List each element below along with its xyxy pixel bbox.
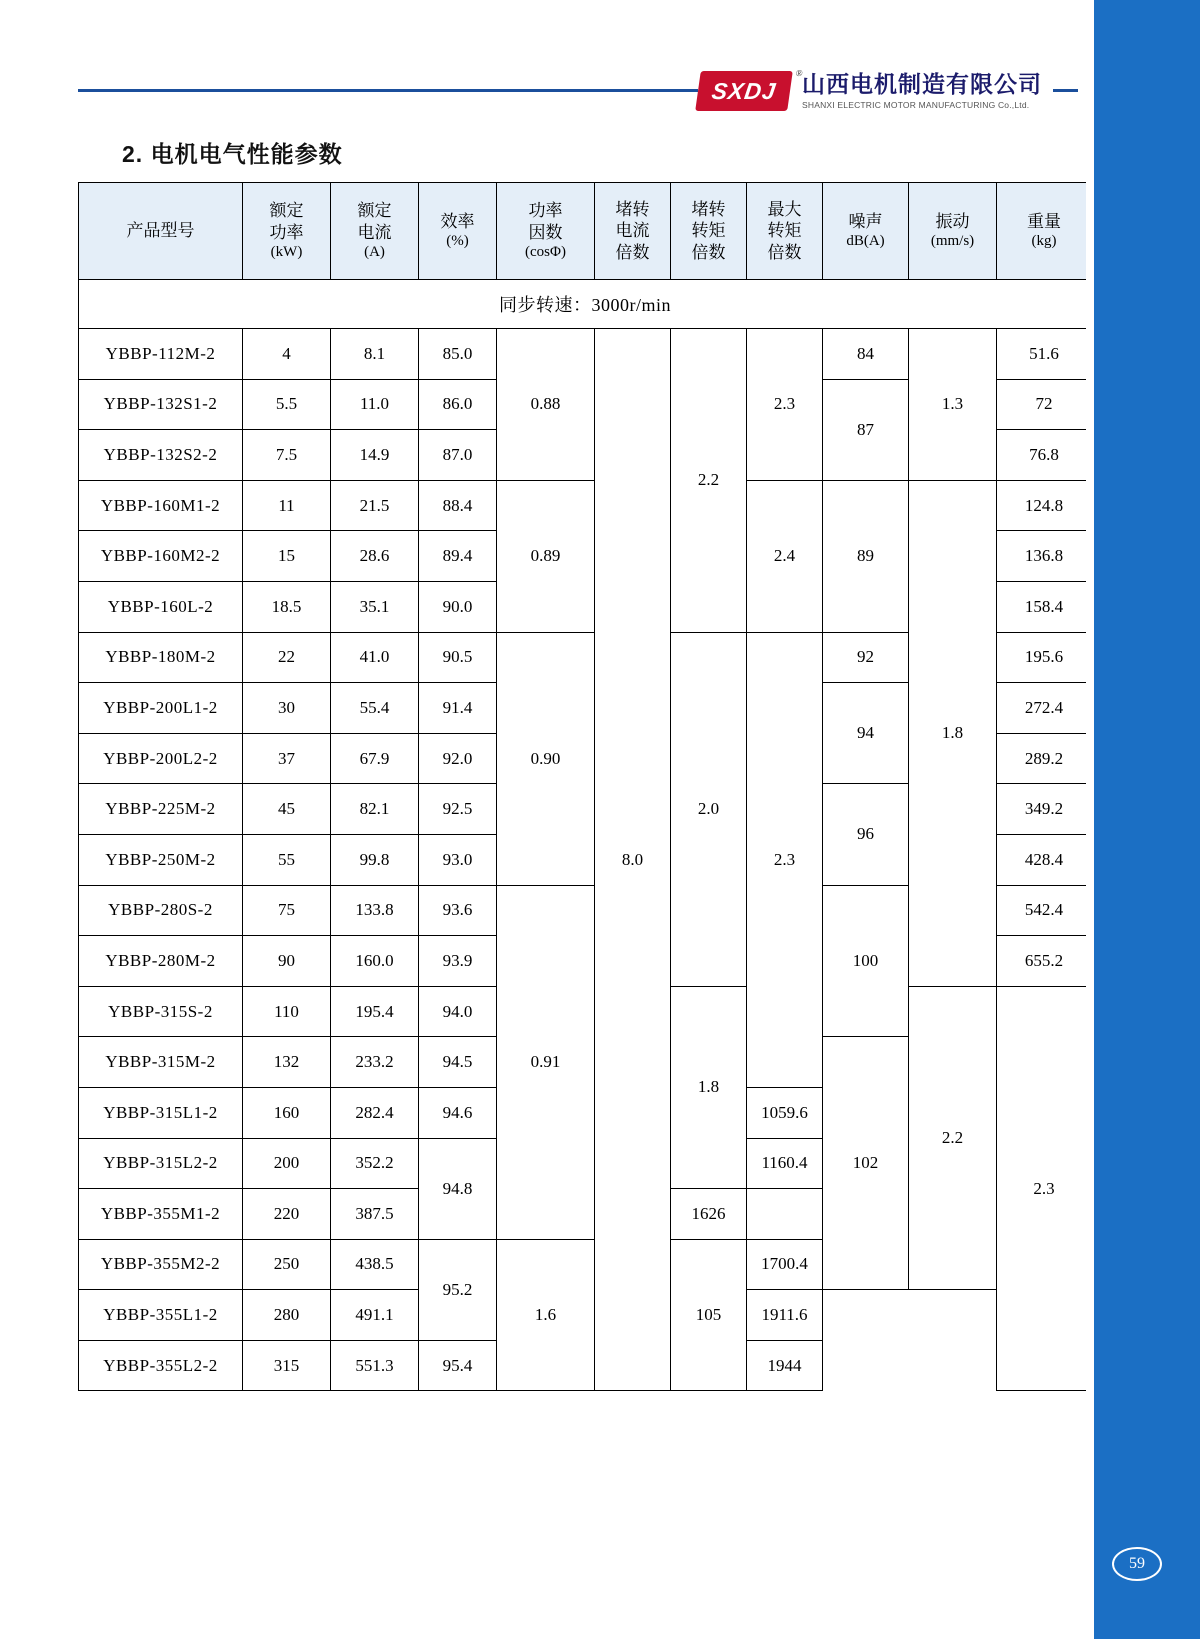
cell-efficiency: 90.0 — [419, 581, 497, 632]
cell-power: 250 — [243, 1239, 331, 1290]
cell-power: 200 — [243, 1138, 331, 1189]
col-header-efficiency-unit: (%) — [446, 233, 469, 250]
cell-vibration: 1.3 — [909, 329, 997, 481]
cell-model: YBBP-355L1-2 — [79, 1290, 243, 1341]
cell-efficiency: 94.8 — [419, 1138, 497, 1239]
cell-efficiency: 95.2 — [419, 1239, 497, 1340]
logo-mark-icon — [695, 68, 804, 111]
col-header-model — [79, 183, 243, 280]
cell-current: 41.0 — [331, 632, 419, 683]
cell-power: 30 — [243, 683, 331, 734]
cell-weight: 136.8 — [997, 531, 1092, 582]
cell-power: 15 — [243, 531, 331, 582]
cell-current: 99.8 — [331, 834, 419, 885]
cell-current: 28.6 — [331, 531, 419, 582]
cell-weight: 1626 — [671, 1189, 747, 1240]
cell-current: 67.9 — [331, 733, 419, 784]
cell-power: 18.5 — [243, 581, 331, 632]
col-header-rated-power-unit: (kW) — [270, 243, 303, 260]
col-header-efficiency — [419, 183, 497, 280]
cell-locked-torque: 2.2 — [671, 329, 747, 633]
cell-noise: 100 — [823, 885, 909, 1037]
cell-power-factor: 0.88 — [497, 329, 595, 481]
cell-model: YBBP-160L-2 — [79, 581, 243, 632]
company-name-en: SHANXI ELECTRIC MOTOR MANUFACTURING Co.,Ltd. — [802, 100, 1030, 111]
spec-table-wrap — [78, 182, 1081, 1391]
col-header-noise-l1: 噪声 — [848, 212, 883, 231]
col-header-locked-torque-l3: 倍数 — [691, 242, 726, 262]
cell-weight: 655.2 — [997, 936, 1092, 987]
col-header-rated-power — [243, 183, 331, 280]
cell-power: 55 — [243, 834, 331, 885]
col-header-locked-torque-l1: 堵转 — [691, 200, 726, 220]
cell-power: 4 — [243, 329, 331, 380]
cell-max-torque: 2.2 — [909, 986, 997, 1290]
col-header-rated-current-l1: 额定 — [357, 201, 392, 221]
cell-power: 132 — [243, 1037, 331, 1088]
registered-trademark-icon: ® — [794, 68, 804, 78]
col-header-locked-torque — [671, 183, 747, 280]
cell-weight: 428.4 — [997, 834, 1092, 885]
cell-noise: 96 — [823, 784, 909, 885]
company-name-block — [802, 72, 1042, 110]
cell-power: 160 — [243, 1087, 331, 1138]
cell-weight: 1160.4 — [747, 1138, 823, 1189]
cell-efficiency: 85.0 — [419, 329, 497, 380]
cell-power: 90 — [243, 936, 331, 987]
cell-power-factor: 0.90 — [497, 632, 595, 885]
col-header-power-factor — [497, 183, 595, 280]
cell-current: 160.0 — [331, 936, 419, 987]
cell-current: 21.5 — [331, 480, 419, 531]
table-body — [79, 280, 1092, 1391]
cell-vibration: 2.3 — [997, 986, 1092, 1391]
cell-model: YBBP-315L2-2 — [79, 1138, 243, 1189]
col-header-noise-unit: dB(A) — [846, 233, 885, 250]
cell-power-factor: 0.89 — [497, 480, 595, 632]
cell-efficiency: 93.0 — [419, 834, 497, 885]
cell-current: 438.5 — [331, 1239, 419, 1290]
cell-weight: 1944 — [747, 1340, 823, 1391]
table-header-row — [79, 183, 1092, 280]
cell-efficiency: 93.9 — [419, 936, 497, 987]
col-header-rated-current — [331, 183, 419, 280]
cell-model: YBBP-250M-2 — [79, 834, 243, 885]
cell-model: YBBP-315S-2 — [79, 986, 243, 1037]
cell-model: YBBP-315M-2 — [79, 1037, 243, 1088]
cell-power: 75 — [243, 885, 331, 936]
cell-power: 22 — [243, 632, 331, 683]
col-header-max-torque-l1: 最大 — [767, 200, 802, 220]
col-header-max-torque-l2: 转矩 — [767, 221, 802, 241]
cell-noise: 94 — [823, 683, 909, 784]
page-side-bar — [1086, 0, 1200, 1639]
col-header-locked-current-l2: 电流 — [615, 221, 650, 241]
cell-model: YBBP-200L2-2 — [79, 733, 243, 784]
cell-weight: 272.4 — [997, 683, 1092, 734]
cell-current: 233.2 — [331, 1037, 419, 1088]
cell-model: YBBP-315L1-2 — [79, 1087, 243, 1138]
cell-power-factor: 0.91 — [497, 885, 595, 1239]
col-header-max-torque — [747, 183, 823, 280]
cell-noise: 84 — [823, 329, 909, 380]
col-header-power-factor-unit: (cosΦ) — [525, 243, 566, 260]
cell-power: 5.5 — [243, 379, 331, 430]
cell-current: 387.5 — [331, 1189, 419, 1240]
cell-current: 551.3 — [331, 1340, 419, 1391]
cell-model: YBBP-280S-2 — [79, 885, 243, 936]
col-header-locked-current-l1: 堵转 — [615, 200, 650, 220]
sync-speed-row — [79, 280, 1092, 329]
page-number: 59 — [1129, 1555, 1145, 1572]
cell-power: 37 — [243, 733, 331, 784]
cell-weight: 1700.4 — [747, 1239, 823, 1290]
cell-current: 133.8 — [331, 885, 419, 936]
cell-model: YBBP-355M2-2 — [79, 1239, 243, 1290]
table-row — [79, 480, 1092, 531]
cell-efficiency: 90.5 — [419, 632, 497, 683]
cell-model: YBBP-132S1-2 — [79, 379, 243, 430]
cell-noise: 87 — [823, 379, 909, 480]
cell-power: 7.5 — [243, 430, 331, 481]
col-header-locked-current-l3: 倍数 — [615, 242, 650, 262]
cell-max-torque: 2.4 — [747, 480, 823, 632]
col-header-model-text: 产品型号 — [126, 221, 195, 241]
cell-efficiency: 92.5 — [419, 784, 497, 835]
cell-vibration: 1.8 — [909, 480, 997, 986]
col-header-vibration — [909, 183, 997, 280]
cell-efficiency: 94.0 — [419, 986, 497, 1037]
cell-model: YBBP-200L1-2 — [79, 683, 243, 734]
col-header-locked-torque-l2: 转矩 — [691, 221, 726, 241]
page-header — [78, 62, 1078, 122]
cell-weight: 124.8 — [997, 480, 1092, 531]
cell-model: YBBP-132S2-2 — [79, 430, 243, 481]
col-header-vibration-unit: (mm/s) — [930, 233, 975, 250]
cell-current: 282.4 — [331, 1087, 419, 1138]
cell-weight: 158.4 — [997, 581, 1092, 632]
col-header-rated-current-unit: (A) — [364, 243, 385, 260]
header-rule-left — [78, 89, 698, 92]
cell-power: 280 — [243, 1290, 331, 1341]
col-header-efficiency-l1: 效率 — [440, 212, 475, 231]
cell-locked-torque: 1.8 — [671, 986, 747, 1188]
cell-current: 352.2 — [331, 1138, 419, 1189]
col-header-weight — [997, 183, 1092, 280]
cell-noise: 105 — [671, 1239, 747, 1391]
col-header-rated-power-l2: 功率 — [269, 222, 304, 242]
cell-weight: 51.6 — [997, 329, 1092, 380]
col-header-power-factor-l1: 功率 — [528, 201, 563, 221]
cell-current: 82.1 — [331, 784, 419, 835]
cell-model: YBBP-225M-2 — [79, 784, 243, 835]
cell-model: YBBP-355L2-2 — [79, 1340, 243, 1391]
col-header-power-factor-l2: 因数 — [528, 222, 563, 242]
page-title: 2. 电机电气性能参数 — [122, 141, 343, 167]
cell-efficiency: 95.4 — [419, 1340, 497, 1391]
cell-current: 35.1 — [331, 581, 419, 632]
sync-speed-label: 同步转速：3000r/min — [79, 280, 1092, 329]
cell-efficiency: 93.6 — [419, 885, 497, 936]
cell-efficiency: 89.4 — [419, 531, 497, 582]
cell-model: YBBP-280M-2 — [79, 936, 243, 987]
col-header-max-torque-l3: 倍数 — [767, 242, 802, 262]
cell-power: 220 — [243, 1189, 331, 1240]
cell-locked-torque: 1.6 — [497, 1239, 595, 1391]
cell-weight: 289.2 — [997, 733, 1092, 784]
cell-efficiency: 92.0 — [419, 733, 497, 784]
cell-max-torque: 2.3 — [747, 329, 823, 481]
motor-spec-table — [78, 182, 1092, 1391]
cell-efficiency: 88.4 — [419, 480, 497, 531]
logo-mark-text: SXDJ — [710, 77, 778, 104]
cell-locked-current: 8.0 — [595, 329, 671, 1391]
cell-current: 8.1 — [331, 329, 419, 380]
cell-power: 45 — [243, 784, 331, 835]
cell-current: 14.9 — [331, 430, 419, 481]
cell-max-torque: 2.3 — [747, 632, 823, 1087]
col-header-locked-current — [595, 183, 671, 280]
cell-power: 315 — [243, 1340, 331, 1391]
cell-current: 491.1 — [331, 1290, 419, 1341]
cell-weight: 76.8 — [997, 430, 1092, 481]
col-header-rated-current-l2: 电流 — [357, 222, 392, 242]
table-row — [79, 329, 1092, 380]
cell-weight: 349.2 — [997, 784, 1092, 835]
cell-model: YBBP-160M2-2 — [79, 531, 243, 582]
cell-weight: 72 — [997, 379, 1092, 430]
company-logo — [698, 62, 1058, 120]
cell-power: 110 — [243, 986, 331, 1037]
cell-current: 55.4 — [331, 683, 419, 734]
cell-current: 195.4 — [331, 986, 419, 1037]
cell-weight: 1911.6 — [747, 1290, 823, 1341]
col-header-rated-power-l1: 额定 — [269, 201, 304, 221]
cell-model: YBBP-112M-2 — [79, 329, 243, 380]
cell-power: 11 — [243, 480, 331, 531]
side-bar-white-edge — [1086, 0, 1094, 1639]
col-header-vibration-l1: 振动 — [935, 212, 970, 231]
cell-noise: 102 — [823, 1037, 909, 1290]
cell-efficiency: 94.6 — [419, 1087, 497, 1138]
col-header-weight-l1: 重量 — [1027, 212, 1061, 231]
cell-model: YBBP-160M1-2 — [79, 480, 243, 531]
company-name-cn: 山西电机制造有限公司 — [802, 70, 1042, 97]
cell-weight: 1059.6 — [747, 1087, 823, 1138]
cell-efficiency: 86.0 — [419, 379, 497, 430]
cell-weight: 542.4 — [997, 885, 1092, 936]
page-number-badge — [1112, 1547, 1162, 1581]
col-header-noise — [823, 183, 909, 280]
cell-model: YBBP-180M-2 — [79, 632, 243, 683]
col-header-weight-unit: (kg) — [1031, 233, 1057, 250]
cell-current: 11.0 — [331, 379, 419, 430]
cell-locked-torque: 2.0 — [671, 632, 747, 986]
cell-weight: 195.6 — [997, 632, 1092, 683]
cell-noise: 89 — [823, 480, 909, 632]
cell-model: YBBP-355M1-2 — [79, 1189, 243, 1240]
cell-efficiency: 94.5 — [419, 1037, 497, 1088]
cell-noise: 92 — [823, 632, 909, 683]
cell-efficiency: 87.0 — [419, 430, 497, 481]
cell-efficiency: 91.4 — [419, 683, 497, 734]
